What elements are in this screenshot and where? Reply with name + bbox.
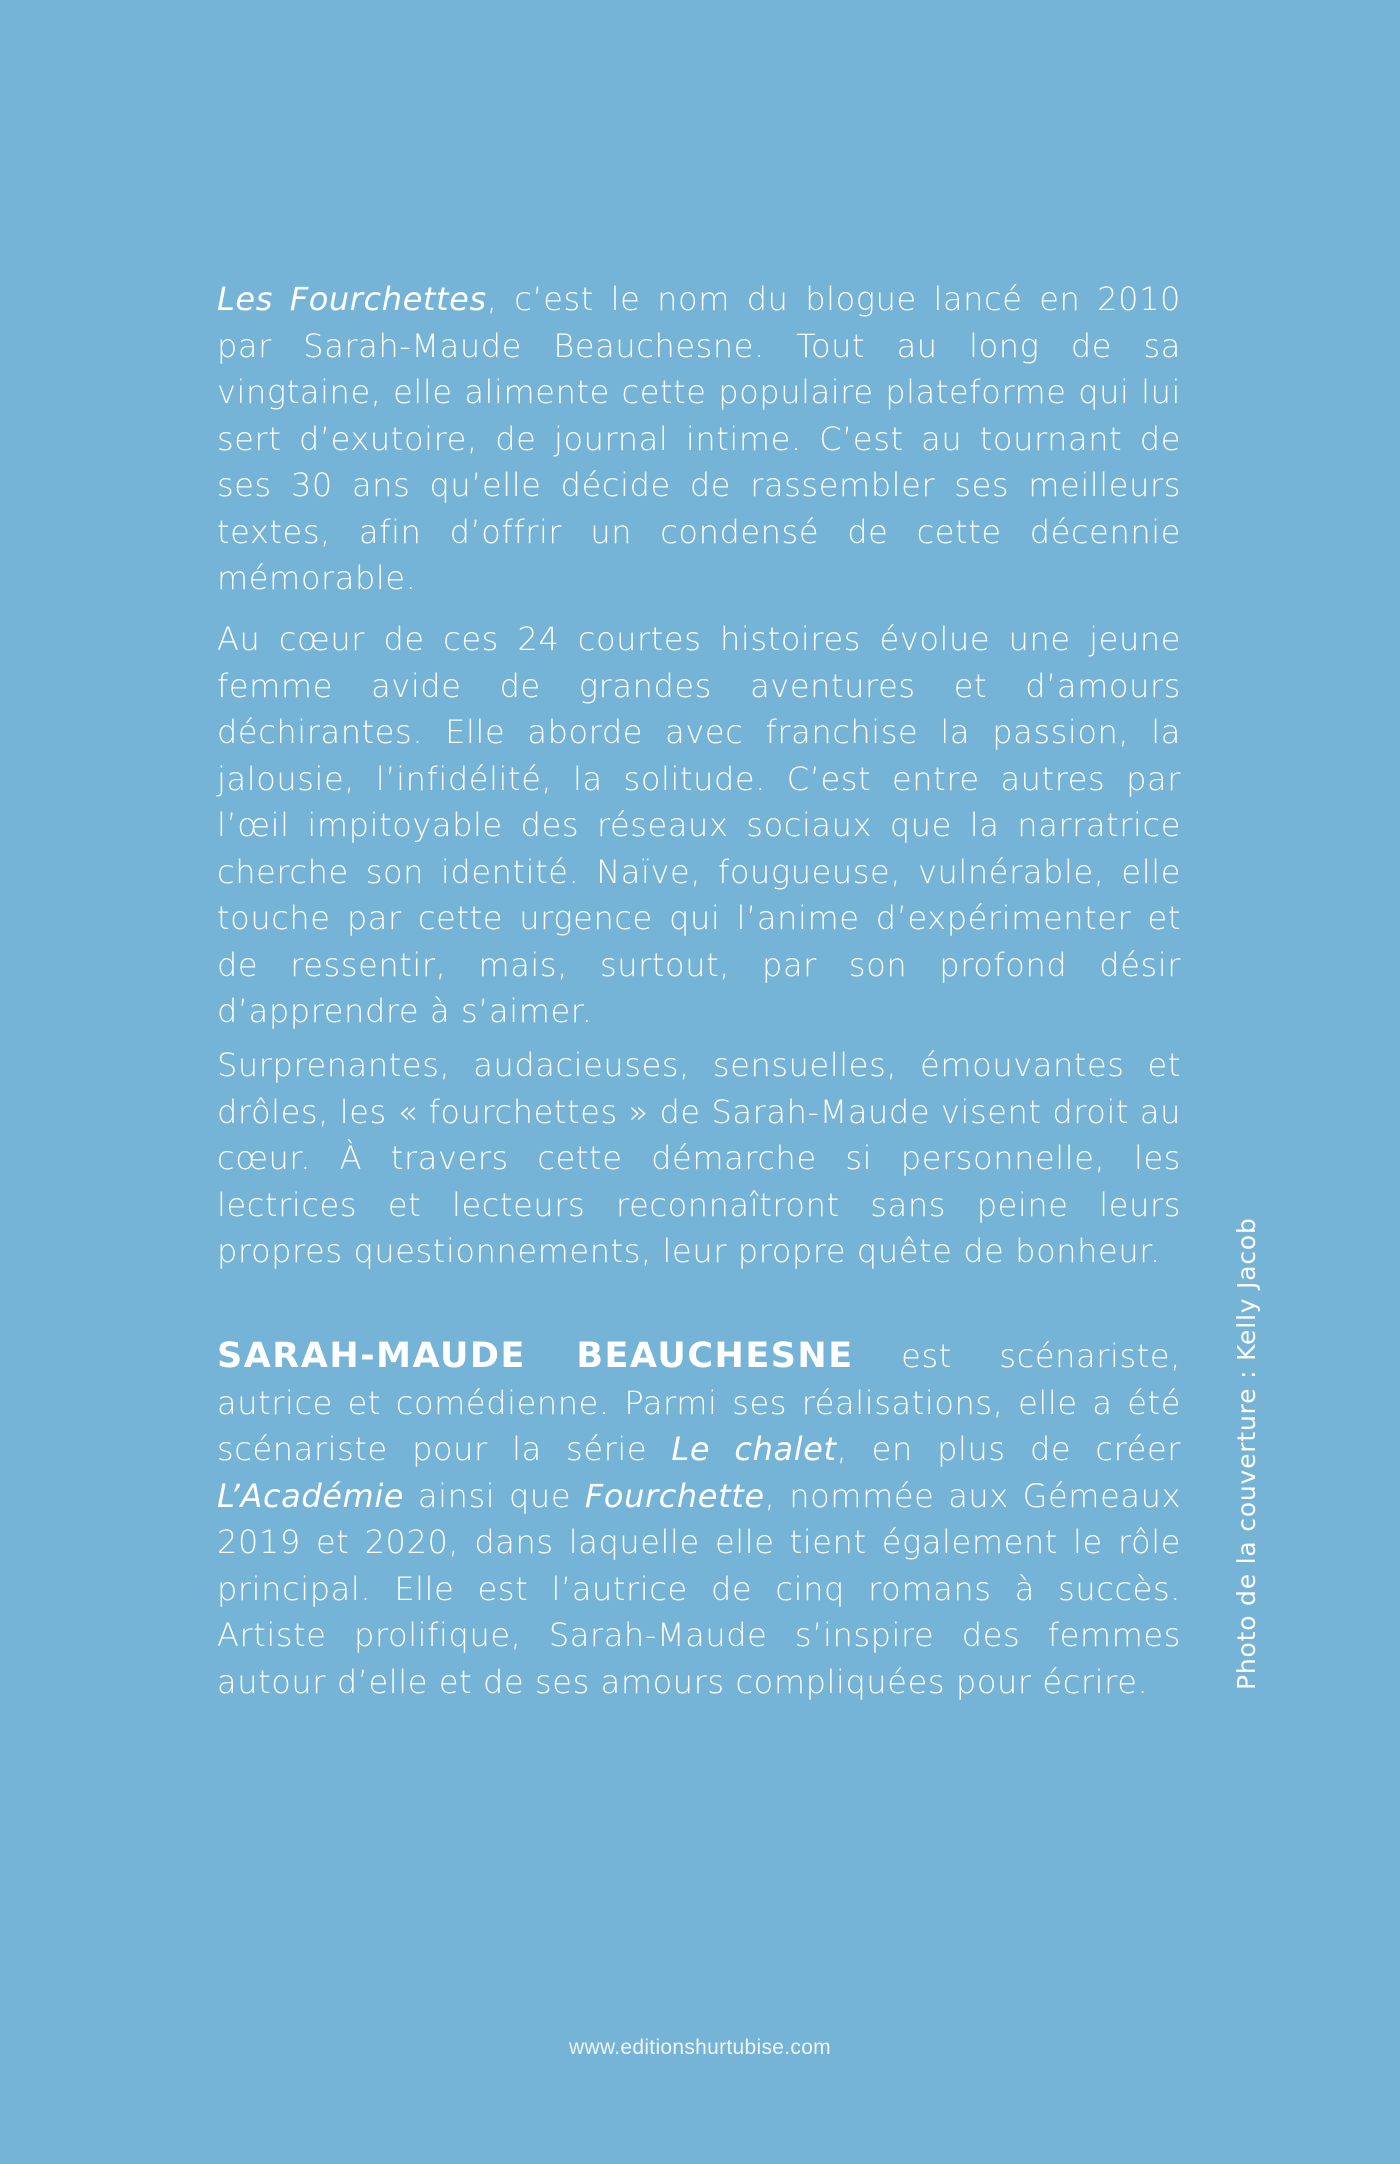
bio-title-le-chalet: Le chalet	[671, 1430, 837, 1468]
bio-title-academie: L’Académie	[217, 1476, 405, 1515]
bio-text-1: est scénariste, autrice et comédienne. Parmi ses réalisations, elle a été scénariste pour la série	[217, 1337, 1181, 1468]
bio-text-3: ainsi que	[404, 1476, 585, 1515]
bio-text-4: , nommée aux Gémeaux 2019 et 2020, dans laquelle elle tient également le rôle principal. Elle est l’autrice de cinq romans à succès. Artiste prolifique, Sarah-Maude s’inspire des femmes autour d’elle et de ses amours compliquées pour écrire.	[217, 1476, 1181, 1701]
summary-paragraph-2	[217, 616, 1181, 1035]
photo-credit: Photo de la couverture : Kelly Jacob	[1232, 1217, 1261, 1690]
summary-paragraph-1-text: , c’est le nom du blogue lancé en 2010 par Sarah-Maude Beauchesne. Tout au long de sa vingtaine, elle alimente cette populaire plateforme qui lui sert d’exutoire, de journal intime. C’est au tournant de ses 30 ans qu’elle décide de rassembler ses meilleurs textes, afin d’offrir un condensé de cette décennie mémorable.	[217, 280, 1181, 597]
publisher-website: www.editionshurtubise.com	[569, 2036, 831, 2059]
summary-paragraph-3-text: Surprenantes, audacieuses, sensuelles, émouvantes et drôles, les « fourchettes » de Sarah-Maude visent droit au cœur. À travers cette démarche si personnelle, les lectrices et lecteurs reconnaîtront sans peine leurs propres questionnements, leur propre quête de bonheur.	[217, 1046, 1181, 1270]
author-name: SARAH-MAUDE BEAUCHESNE	[217, 1336, 854, 1376]
book-title: Les Fourchettes	[217, 280, 487, 318]
summary-paragraph-3	[217, 1042, 1181, 1275]
author-bio	[217, 1333, 1181, 1705]
summary-paragraph-2-text: Au cœur de ces 24 courtes histoires évolue une jeune femme avide de grandes aventures et d’amours déchirantes. Elle aborde avec franchise la passion, la jalousie, l’infidélité, la solitude. C’est entre autres par l’œil impitoyable des réseaux sociaux que la narratrice cherche son identité. Naïve, fougueuse, vulnérable, elle touche par cette urgence qui l’anime d’expérimenter et de ressentir, mais, surtout, par son profond désir d’apprendre à s’aimer.	[217, 620, 1181, 1030]
summary-paragraph-1	[217, 276, 1181, 602]
bio-text-2: , en plus de créer	[836, 1430, 1181, 1468]
bio-title-fourchette: Fourchette	[584, 1476, 765, 1515]
